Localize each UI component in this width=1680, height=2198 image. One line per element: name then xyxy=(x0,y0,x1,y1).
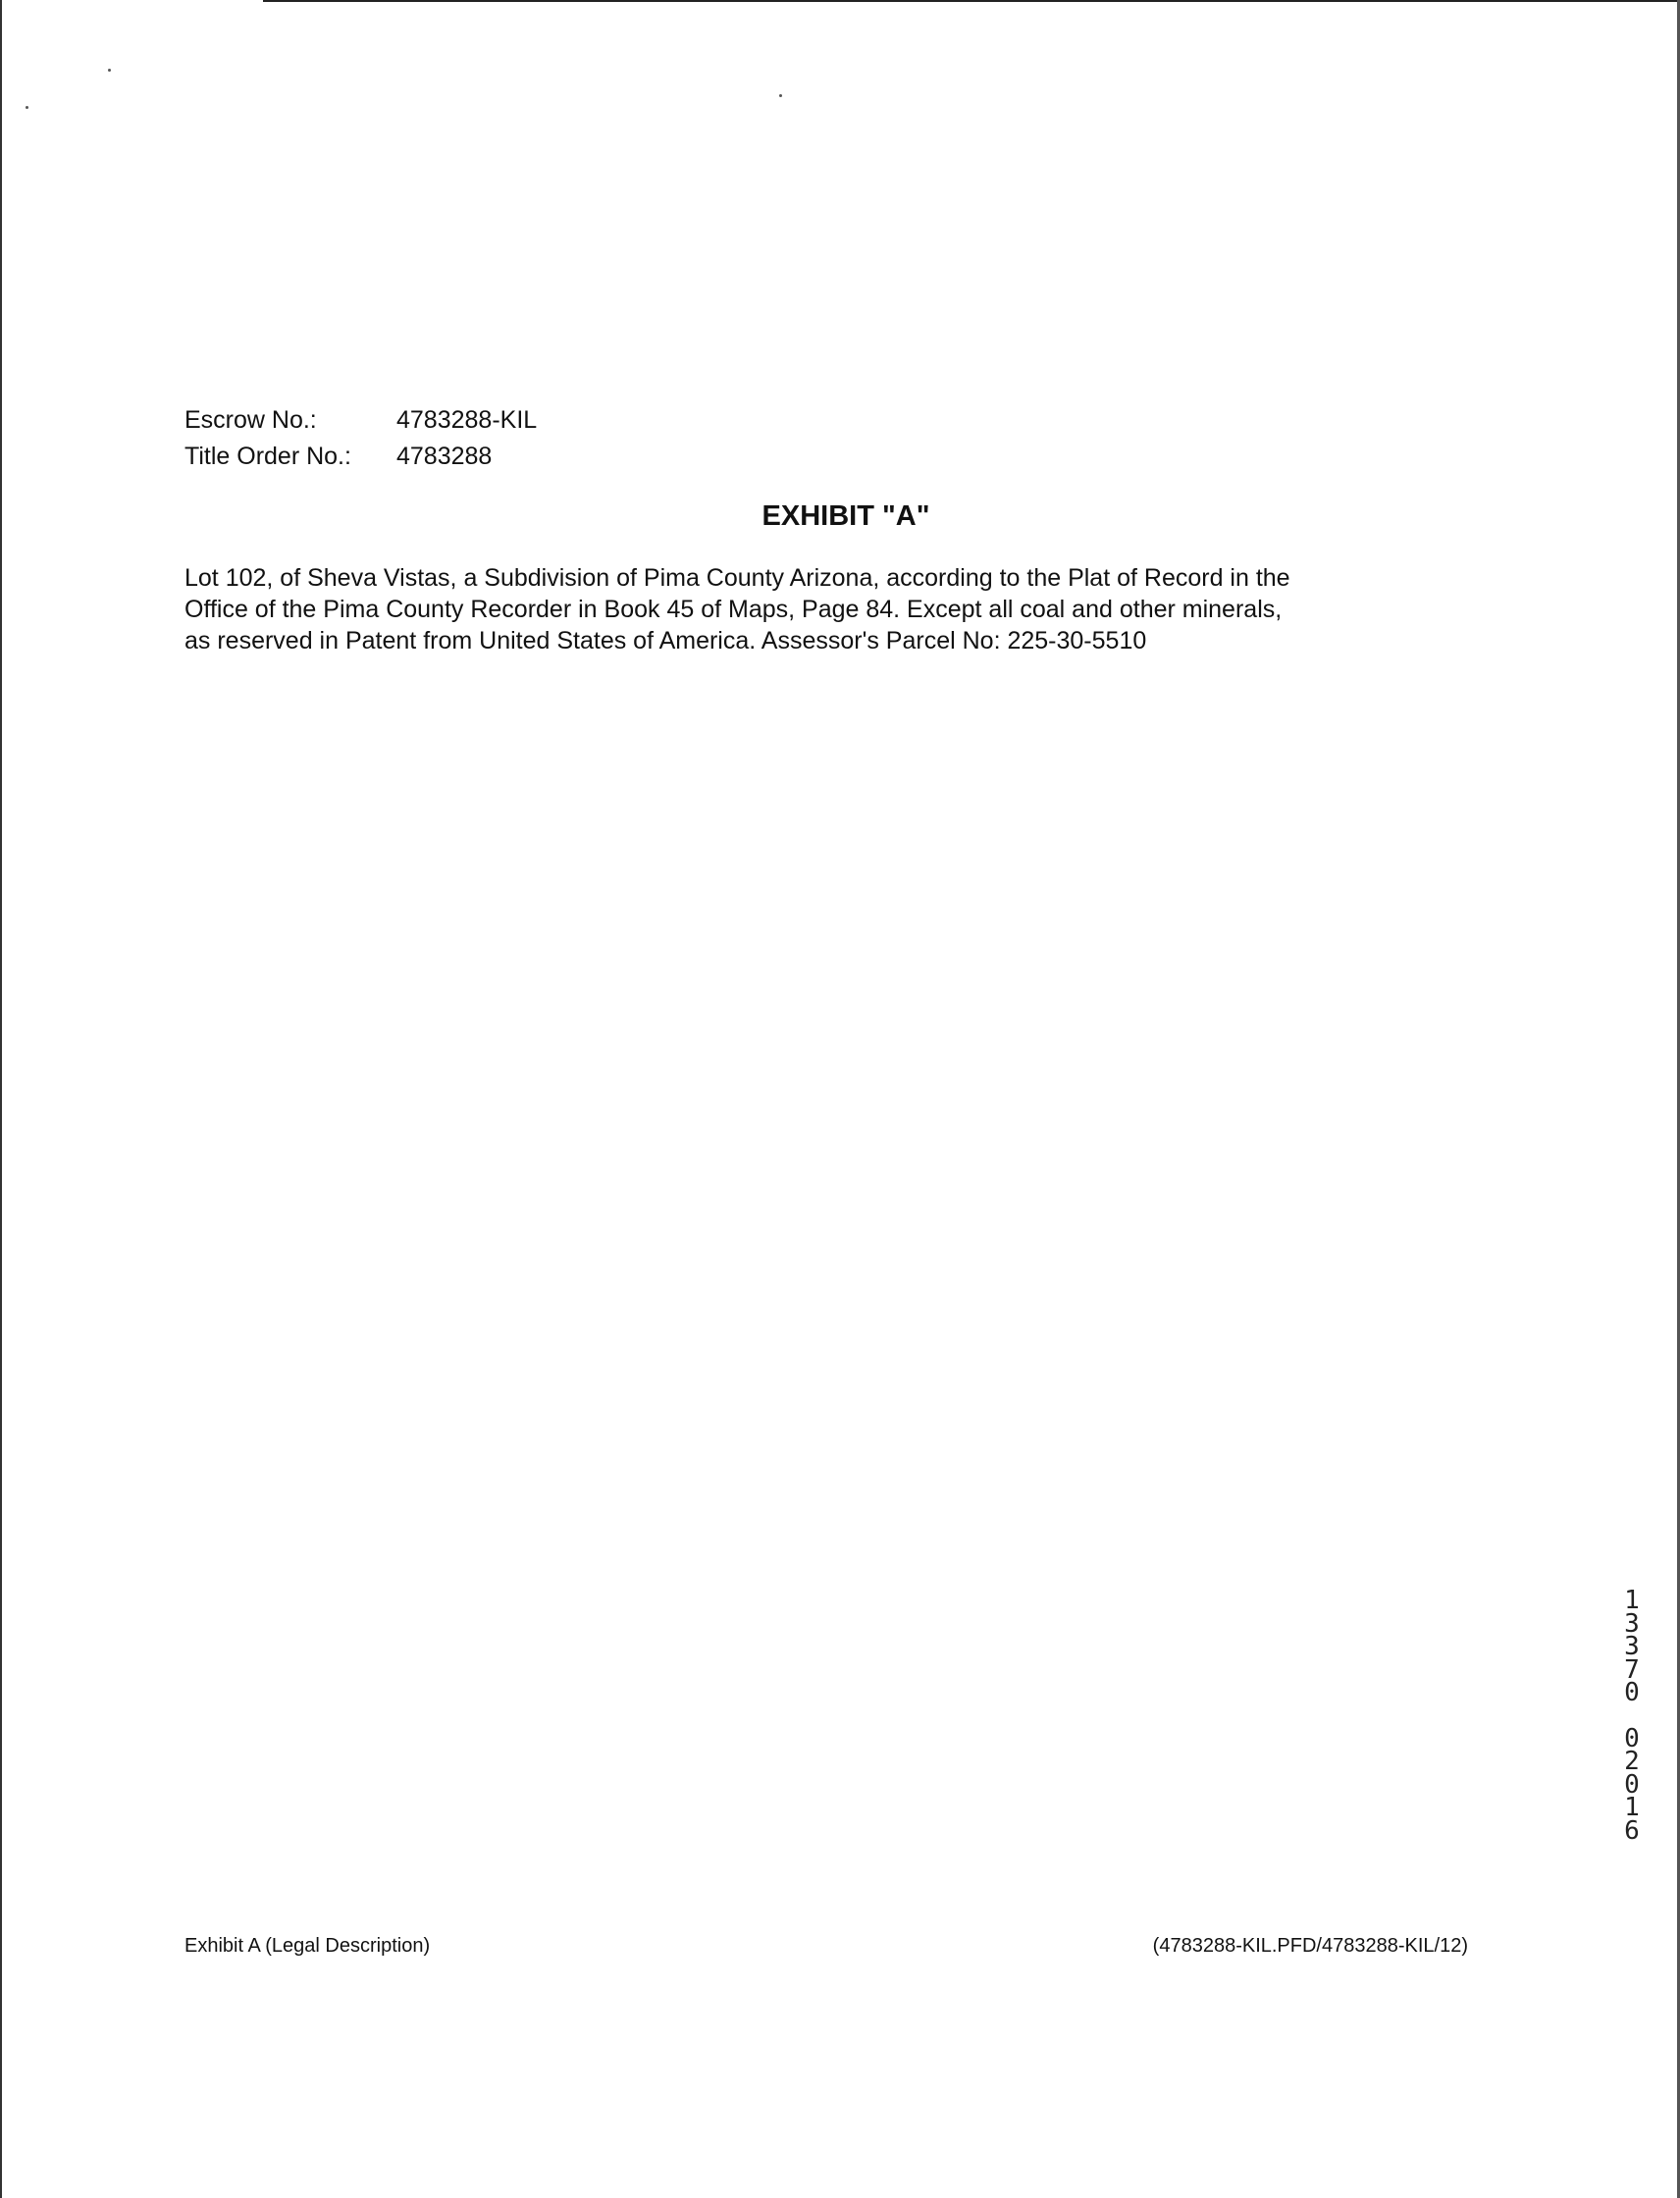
exhibit-title xyxy=(0,500,1680,533)
stamp-digit: 3 xyxy=(1624,1608,1640,1639)
stamp-digit: 0 xyxy=(1624,1723,1640,1753)
scan-speck xyxy=(779,94,782,97)
stamp-digit: 6 xyxy=(1624,1815,1640,1846)
legal-description xyxy=(184,562,1480,656)
legal-description-line: Office of the Pima County Recorder in Book 45 of Maps, Page 84. Except all coal and other minerals, xyxy=(184,596,1283,623)
scan-speck xyxy=(108,69,111,72)
stamp-digit: 1 xyxy=(1624,1586,1640,1615)
stamp-digit: 7 xyxy=(1624,1654,1640,1685)
scan-edge-top xyxy=(263,0,1680,2)
title-order-row xyxy=(184,439,537,475)
legal-description-line: as reserved in Patent from United States of America. Assessor's Parcel No: 225-30-5510 xyxy=(184,627,1147,654)
footer-file-reference: (4783288-KIL.PFD/4783288-KIL/12) xyxy=(1152,1935,1468,1957)
stamp-digit: 1 xyxy=(1624,1793,1640,1822)
title-order-label: Title Order No.: xyxy=(184,443,351,470)
order-info xyxy=(184,402,537,475)
title-order-number: 4783288 xyxy=(396,443,493,470)
stamp-digit: 0 xyxy=(1624,1769,1640,1800)
recording-stamp xyxy=(1617,1586,1647,1846)
escrow-number: 4783288-KIL xyxy=(396,406,538,434)
stamp-digit: 3 xyxy=(1624,1632,1640,1661)
footer-document-name: Exhibit A (Legal Description) xyxy=(184,1935,431,1957)
escrow-label: Escrow No.: xyxy=(184,406,317,434)
scan-edge-left xyxy=(0,0,2,2198)
stamp-digit: 2 xyxy=(1624,1747,1640,1776)
scan-speck xyxy=(26,106,28,109)
stamp-digit: 0 xyxy=(1624,1678,1640,1707)
exhibit-title-text: EXHIBIT "A" xyxy=(761,500,930,532)
escrow-row xyxy=(184,402,537,439)
legal-description-line: Lot 102, of Sheva Vistas, a Subdivision of Pima County Arizona, according to the Plat of Record in the xyxy=(184,564,1290,592)
